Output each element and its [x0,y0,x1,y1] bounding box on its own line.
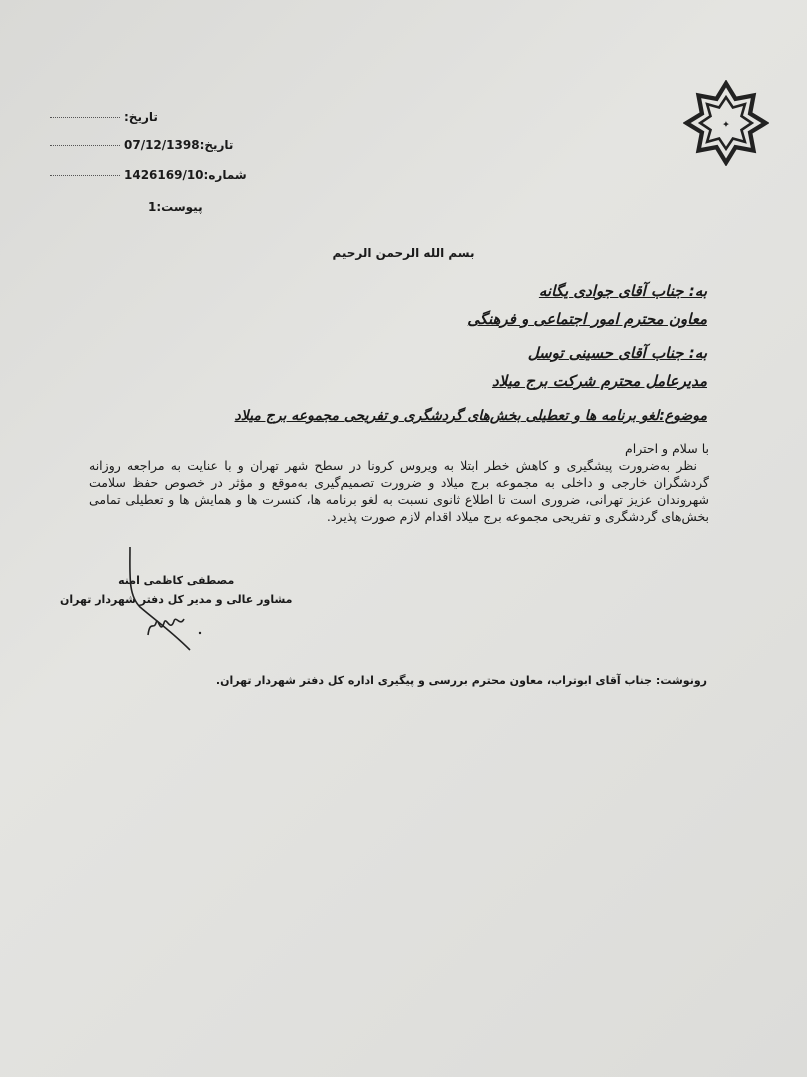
letter-date-label: تاریخ: [199,138,234,152]
date-label: تاریخ: [124,110,158,124]
tehran-municipality-logo [683,80,769,166]
greeting: با سلام و احترام [625,441,709,456]
recipient-2-name: به: جناب آقای حسینی توسل [527,344,707,362]
attachment-value: 1 [148,200,157,214]
subject-line: موضوع:لغو برنامه ها و تعطیلی بخش‌های گردشگری و تفریحی مجموعه برج میلاد [234,408,707,424]
carbon-copy: رونوشت: جناب آقای ابوتراب، معاون محترم بررسی و پیگیری اداره کل دفتر شهردار تهران. [215,674,707,687]
date-row [50,110,158,124]
date-dots [50,117,120,118]
body-paragraph: نظر به‌ضرورت پیشگیری و کاهش خطر ابتلا به ویروس کرونا در سطح شهر تهران و با عنایت به مراجعه روزانه گردشگران خارجی و داخلی به مجموعه برج میلاد و ضرورت تصمیم‌گیری به‌موقع و مؤثر در خصوص حفظ سلامت شهروندان عزیز تهرانی، ضروری است تا اطلاع ثانوی نسبت به لغو برنامه ها، کنسرت ها و همایش ها و تعطیلی تمامی بخش‌های گردشگری و تفریحی مجموعه برج میلاد اقدام لازم صورت پذیرد. [89,458,709,524]
signer-title: مشاور عالی و مدیر کل دفتر شهردار تهران [60,593,293,606]
number-label: شماره: [203,168,247,182]
handwritten-signature [120,545,210,655]
letter-body [89,440,709,525]
recipient-2-title: مدیرعامل محترم شرکت برج میلاد [491,372,707,390]
number-row [50,168,247,182]
attachment-row [148,200,203,214]
recipient-1-name: به: جناب آقای جوادی یگانه [538,282,707,300]
bismillah: بسم الله الرحمن الرحیم [332,246,475,260]
letter-date-dots [50,145,120,146]
signer-name: مصطفی کاظمی امنه [118,574,235,587]
attachment-label: پیوست: [156,200,203,214]
letter-date-value: 07/12/1398 [124,138,200,152]
letter-date-row [50,138,233,152]
svg-text:✦: ✦ [722,119,730,131]
number-dots [50,175,120,176]
recipient-1-title: معاون محترم امور اجتماعی و فرهنگی [467,310,707,328]
number-value: 1426169/10 [124,168,204,182]
